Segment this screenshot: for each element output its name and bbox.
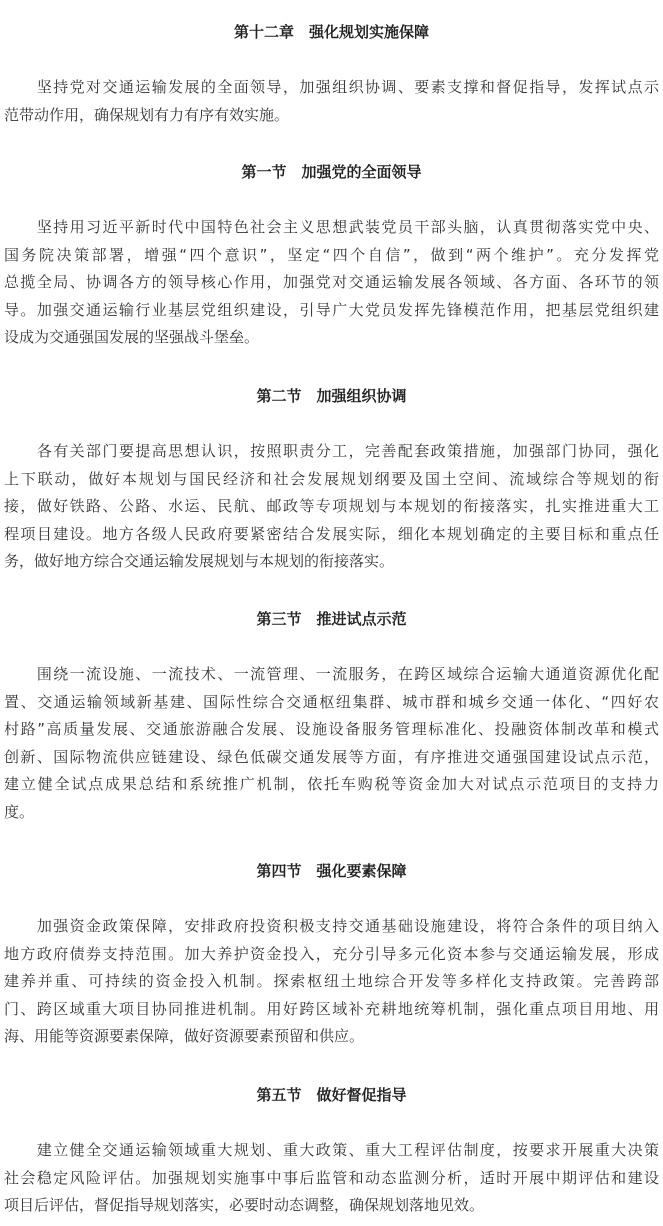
paragraph-line: 地方政府债券支持范围。加大养护资金投入，充分引导多元化资本参与交通运输发展，形成	[4, 944, 659, 963]
paragraph-line: 务，做好地方综合交通运输发展规划与本规划的衔接落实。	[4, 552, 395, 570]
paragraph-line: 建立健全交通运输领域重大规划、重大政策、重大工程评估制度，按要求开展重大决策	[4, 1141, 659, 1159]
section-title: 第五节 做好督促指导	[256, 1086, 407, 1104]
paragraph-line: 村路”高质量发展、交通旅游融合发展、设施设备服务管理标准化、投融资体制改革和模式	[4, 720, 659, 738]
paragraph-line: 坚持用习近平新时代中国特色社会主义思想武装党员干部头脑，认真贯彻落实党中央、	[4, 218, 659, 236]
section-paragraph	[4, 661, 659, 826]
paragraph-line: 程项目建设。地方各级人民政府要紧密结合发展实际，细化本规划确定的主要目标和重点任	[4, 524, 659, 543]
paragraph-line: 总揽全局、协调各方的领导核心作用，加强党对交通运输发展各领域、各方面、各环节的领	[4, 273, 659, 291]
section-paragraph	[4, 438, 659, 576]
intro-paragraph	[4, 74, 659, 129]
paragraph-line: 门、跨区域重大项目协同推进机制。用好跨区域补充耕地统筹机制，强化重点项目用地、用	[4, 999, 659, 1018]
paragraph-line: 社会稳定风险评估。加强规划实施事中事后监管和动态监测分析，适时开展中期评估和建设	[4, 1168, 659, 1187]
section-title: 第三节 推进试点示范	[256, 610, 407, 628]
paragraph-line: 海、用能等资源要素保障，做好资源要素预留和供应。	[4, 1027, 365, 1045]
paragraph-line: 接，做好铁路、公路、水运、民航、邮政等专项规划与本规划的衔接落实，扎实推进重大工	[4, 497, 659, 515]
section-paragraph	[4, 1137, 659, 1220]
paragraph-line: 设成为交通强国发展的坚强战斗堡垒。	[4, 328, 260, 346]
section-paragraph	[4, 913, 659, 1051]
paragraph-line: 加强资金政策保障，安排政府投资积极支持交通基础设施建设，将符合条件的项目纳入	[4, 917, 659, 935]
paragraph-line: 建养并重、可持续的资金投入机制。探索枢纽土地综合开发等多样化支持政策。完善跨部	[4, 972, 659, 990]
paragraph-line: 创新、国际物流供应链建设、绿色低碳交通发展等方面，有序推进交通强国建设试点示范，	[4, 747, 659, 766]
section-title: 第一节 加强党的全面领导	[241, 163, 422, 181]
paragraph-line: 坚持党对交通运输发展的全面领导，加强组织协调、要素支撑和督促指导，发挥试点示	[4, 78, 659, 96]
paragraph-line: 建立健全试点成果总结和系统推广机制，依托车购税等资金加大对试点示范项目的支持力	[4, 775, 659, 793]
chapter-title: 第十二章 强化规划实施保障	[233, 23, 429, 41]
paragraph-line: 国务院决策部署，增强“四个意识”，坚定“四个自信”，做到“两个维护”。充分发挥党	[4, 245, 659, 264]
paragraph-line: 项目后评估，督促指导规划落实，必要时动态调整，确保规划落地见效。	[4, 1196, 485, 1214]
paragraph-line: 度。	[4, 802, 35, 821]
section-paragraph	[4, 214, 659, 352]
paragraph-line: 范带动作用，确保规划有力有序有效实施。	[4, 105, 290, 124]
paragraph-line: 导。加强交通运输行业基层党组织建设，引导广大党员发挥先锋模范作用，把基层党组织建	[4, 300, 659, 319]
section-title: 第二节 加强组织协调	[256, 387, 407, 405]
paragraph-line: 置、交通运输领域新基建、国际性综合交通枢纽集群、城市群和城乡交通一体化、“四好农	[4, 692, 659, 711]
paragraph-line: 围绕一流设施、一流技术、一流管理、一流服务，在跨区域综合运输大通道资源优化配	[4, 665, 659, 683]
section-title: 第四节 强化要素保障	[256, 862, 407, 880]
paragraph-line: 各有关部门要提高思想认识，按照职责分工，完善配套政策措施，加强部门协同，强化	[4, 442, 659, 460]
paragraph-line: 上下联动，做好本规划与国民经济和社会发展规划纲要及国土空间、流域综合等规划的衔	[4, 469, 659, 488]
